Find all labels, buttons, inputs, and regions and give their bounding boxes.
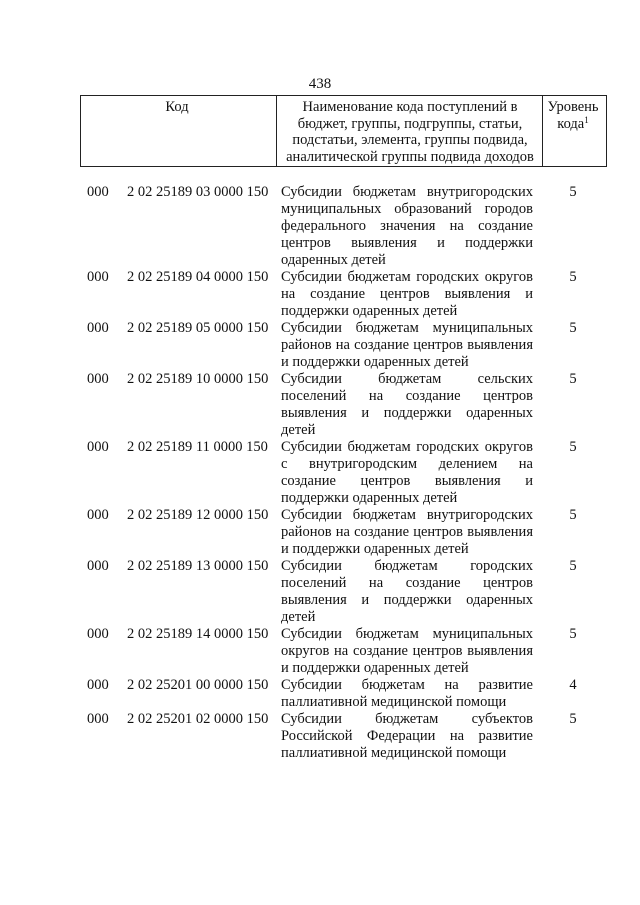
row-name: Субсидии бюджетам на развитие паллиативной медицинской помощи bbox=[281, 677, 533, 710]
header-right-border bbox=[606, 95, 607, 166]
row-level: 5 bbox=[569, 439, 577, 455]
row-group: 000 bbox=[87, 439, 109, 455]
row-name: Субсидии бюджетам городских округов на создание центров выявления и поддержки одаренных детей bbox=[281, 269, 533, 319]
row-name: Субсидии бюджетам городских поселений на создание центров выявления и поддержки одаренных детей bbox=[281, 558, 533, 625]
row-code: 2 02 25189 11 0000 150 bbox=[127, 439, 268, 455]
row-code: 2 02 25189 03 0000 150 bbox=[127, 184, 269, 200]
row-level: 4 bbox=[569, 677, 577, 693]
header-name: Наименование кода поступлений в бюджет, группы, подгруппы, статьи, подстатьи, элемента, группы подвида, аналитической группы подвида доходов bbox=[286, 99, 534, 165]
row-group: 000 bbox=[87, 711, 109, 727]
row-group: 000 bbox=[87, 320, 109, 336]
row-code: 2 02 25189 14 0000 150 bbox=[127, 626, 269, 642]
header-level-label: Уровень кода bbox=[547, 99, 599, 132]
table-row bbox=[0, 677, 640, 711]
row-group: 000 bbox=[87, 184, 109, 200]
row-code: 2 02 25201 02 0000 150 bbox=[127, 711, 269, 727]
row-code: 2 02 25189 05 0000 150 bbox=[127, 320, 269, 336]
table-row bbox=[0, 269, 640, 320]
row-code: 2 02 25189 04 0000 150 bbox=[127, 269, 269, 285]
row-level: 5 bbox=[569, 558, 577, 574]
row-level: 5 bbox=[569, 184, 577, 200]
row-code: 2 02 25189 12 0000 150 bbox=[127, 507, 269, 523]
table-body bbox=[0, 184, 640, 762]
table-row bbox=[0, 439, 640, 507]
row-name: Субсидии бюджетам субъектов Российской Федерации на развитие паллиативной медицинской помощи bbox=[281, 711, 533, 761]
row-name: Субсидии бюджетам городских округов с внутригородским делением на создание центров выявления и поддержки одаренных детей bbox=[281, 439, 533, 506]
row-level: 5 bbox=[569, 371, 577, 387]
row-group: 000 bbox=[87, 507, 109, 523]
row-level: 5 bbox=[569, 711, 577, 727]
row-name: Субсидии бюджетам муниципальных районов на создание центров выявления и поддержки одаренных детей bbox=[281, 320, 533, 370]
row-name: Субсидии бюджетам внутригородских муниципальных образований городов федерального значения на создание центров выявления и поддержки одаренных детей bbox=[281, 184, 533, 268]
header-level-footnote: 1 bbox=[584, 114, 589, 125]
header-bottom-border bbox=[80, 166, 607, 167]
row-name: Субсидии бюджетам внутригородских районов на создание центров выявления и поддержки одаренных детей bbox=[281, 507, 533, 557]
header-code: Код bbox=[165, 99, 189, 115]
row-level: 5 bbox=[569, 507, 577, 523]
table-row bbox=[0, 320, 640, 371]
table-row bbox=[0, 626, 640, 677]
row-level: 5 bbox=[569, 269, 577, 285]
header-divider-1 bbox=[276, 95, 277, 166]
row-group: 000 bbox=[87, 269, 109, 285]
row-group: 000 bbox=[87, 558, 109, 574]
row-name: Субсидии бюджетам сельских поселений на создание центров выявления и поддержки одаренных детей bbox=[281, 371, 533, 438]
row-code: 2 02 25189 13 0000 150 bbox=[127, 558, 269, 574]
row-level: 5 bbox=[569, 626, 577, 642]
row-group: 000 bbox=[87, 626, 109, 642]
page-number: 438 bbox=[308, 76, 332, 92]
row-group: 000 bbox=[87, 677, 109, 693]
row-name: Субсидии бюджетам муниципальных округов на создание центров выявления и поддержки одаренных детей bbox=[281, 626, 533, 676]
table-row bbox=[0, 371, 640, 439]
header-divider-2 bbox=[542, 95, 543, 166]
row-code: 2 02 25201 00 0000 150 bbox=[127, 677, 269, 693]
row-group: 000 bbox=[87, 371, 109, 387]
table-row bbox=[0, 558, 640, 626]
table-row bbox=[0, 711, 640, 762]
header-top-border bbox=[80, 95, 607, 96]
table-row bbox=[0, 507, 640, 558]
row-level: 5 bbox=[569, 320, 577, 336]
row-code: 2 02 25189 10 0000 150 bbox=[127, 371, 269, 387]
header-level bbox=[544, 99, 602, 132]
table-row bbox=[0, 184, 640, 269]
